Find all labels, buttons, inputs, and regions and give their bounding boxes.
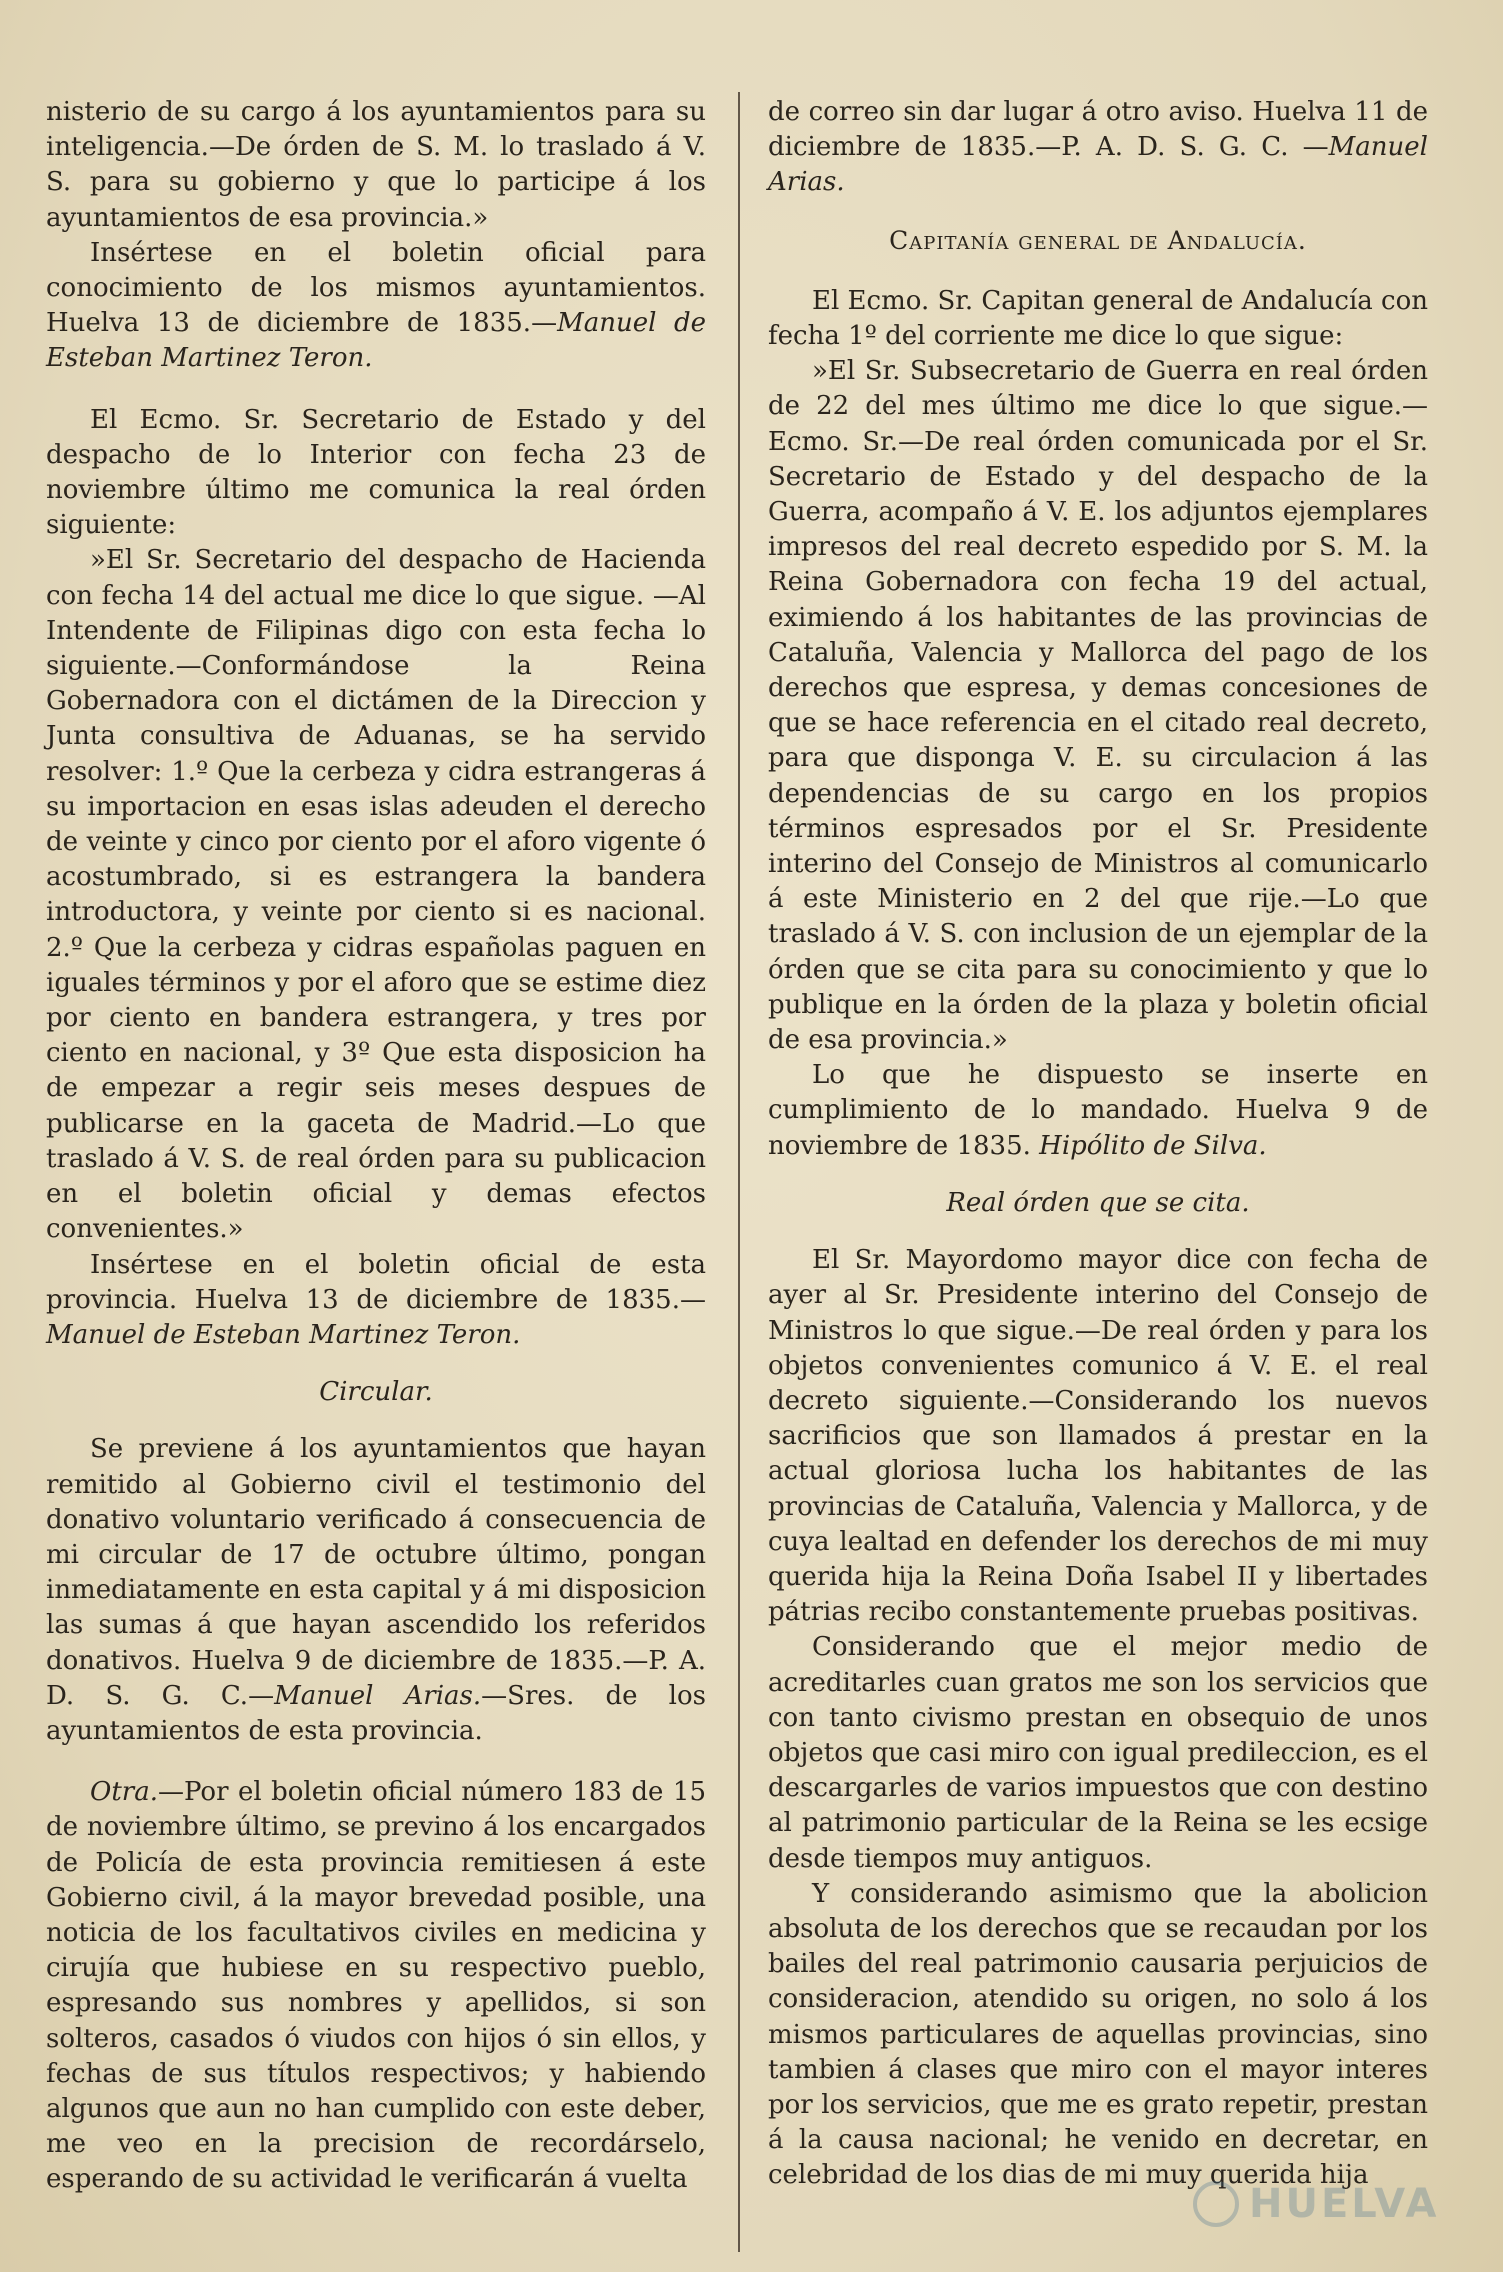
left-signature-3: Manuel Arias.: [274, 1680, 482, 1711]
heading-real-orden: Real órden que se cita.: [946, 1187, 1250, 1218]
left-paragraph-7-lead: Otra.: [90, 1777, 158, 1808]
right-paragraph-4: [768, 1058, 1428, 1164]
left-paragraph-6: [46, 1432, 706, 1749]
heading-capitania: Capitanía general de Andalucía.: [889, 225, 1307, 255]
left-paragraph-4: »El Sr. Secretario del despacho de Hacienda con fecha 14 del actual me dice lo que sigue. —Al Intendente de Filipinas digo con esta fecha lo siguiente.—Conformándose la Reina Gobernadora con el dictámen de la Direccion y Junta consultiva de Aduanas, se ha servido resolver: 1.º Que la cerbeza y cidra estrangeras á su importacion en esas islas adeuden el derecho de veinte y cinco por ciento por el aforo vigente ó acostumbrado, si es estrangera la bandera introductora, y veinte por ciento si es nacional. 2.º Que la cerbeza y cidras españolas paguen en iguales términos y por el aforo que se estime diez por ciento en bandera estrangera, y tres por ciento en nacional, y 3º Que esta disposicion ha de empezar a regir seis meses despues de publicarse en la gaceta de Madrid.—Lo que traslado á V. S. de real órden para su publicacion en el boletin oficial y demas efectos convenientes.»: [46, 545, 706, 1245]
right-column: [768, 95, 1428, 2194]
left-paragraph-7-text: —Por el boletin oficial número 183 de 15 de noviembre último, se previno á los encargados de Policía de esta provincia remitiesen á este Gobierno civil, á la mayor brevedad posible, una noticia de los facultativos civiles en medicina y cirujía que hubiese en su respectivo pueblo, espresando sus nombres y apellidos, si son solteros, casados ó viudos con hijos ó sin ellos, y fechas de sus títulos respectivos; y habiendo algunos que aun no han cumplido con este deber, me veo en la precision de recordárselo, esperando de su actividad le verificarán á vuelta: [46, 1777, 706, 2195]
heading-circular: Circular.: [319, 1377, 433, 1408]
left-signature-1: Manuel de Esteban Martinez Teron.: [46, 308, 706, 374]
column-divider: [738, 92, 740, 2252]
right-paragraph-6: Considerando que el mejor medio de acreditarles cuan gratos me son los servicios que con tanto civismo prestan en obsequio de unos objetos que casi miro con igual predileccion, es el descargarles de varios impuestos que con destino al patrimonio particular de la Reina se les ecsige desde tiempos muy antiguos.: [768, 1632, 1428, 1874]
left-paragraph-3: El Ecmo. Sr. Secretario de Estado y del despacho de lo Interior con fecha 23 de noviembre último me comunica la real órden siguiente:: [46, 404, 706, 541]
left-signature-2: Manuel de Esteban Martinez Teron.: [46, 1319, 521, 1350]
left-paragraph-2: [46, 236, 706, 377]
right-paragraph-4-text: Lo que he dispuesto se inserte en cumplimiento de lo mandado. Huelva 9 de noviembre de 1835.: [768, 1060, 1428, 1161]
left-paragraph-5-text: Insértese en el boletin oficial de esta provincia. Huelva 13 de diciembre de 1835.—: [46, 1249, 706, 1315]
right-signature-2: Hipólito de Silva.: [1039, 1130, 1267, 1161]
left-paragraph-2-text: Insértese en el boletin oficial para conocimiento de los mismos ayuntamientos. Huelva 13 de diciembre de 1835.—: [46, 237, 706, 339]
left-paragraph-7: [46, 1775, 706, 2197]
left-column: [46, 95, 706, 2198]
left-paragraph-6-tail: —Sres. de los ayuntamientos de esta provincia.: [46, 1680, 706, 1746]
left-paragraph-5: [46, 1248, 706, 1354]
left-paragraph-6-text: Se previene á los ayuntamientos que hayan remitido al Gobierno civil el testimonio del donativo voluntario verificado á consecuencia de mi circular de 17 de octubre último, pongan inmediatamente en esta capital y á mi disposicion las sumas á que hayan ascendido los referidos donativos. Huelva 9 de diciembre de 1835.—P. A. D. S. G. C.—: [46, 1434, 706, 1711]
left-paragraph-1: nisterio de su cargo á los ayuntamientos para su inteligencia.—De órden de S. M. lo traslado á V. S. para su gobierno y que lo participe á los ayuntamientos de esa provincia.»: [46, 97, 706, 233]
right-paragraph-2: El Ecmo. Sr. Capitan general de Andalucía con fecha 1º del corriente me dice lo que sigue:: [768, 285, 1429, 352]
right-paragraph-3: »El Sr. Subsecretario de Guerra en real órden de 22 del mes último me dice lo que sigue.— Ecmo. Sr.—De real órden comunicada por el Sr. Secretario de Estado y del despacho de la Guerra, acompaño á V. E. los adjuntos ejemplares impresos del real decreto espedido por S. M. la Reina Gobernadora con fecha 19 del actual, eximiendo á los habitantes de las provincias de Cataluña, Valencia y Mallorca del pago de los derechos que espresa, y demas concesiones de que se hace referencia en el citado real decreto, para que disponga V. E. su circulacion á las dependencias de su cargo en los propios términos espresados por el Sr. Presidente interino del Consejo de Ministros al comunicarlo á este Ministerio en 2 del que rije.—Lo que traslado á V. S. con inclusion de un ejemplar de la órden que se cita para su conocimiento y que lo publique en la órden de la plaza y boletin oficial de esa provincia.»: [768, 356, 1428, 1056]
right-paragraph-1-text: de correo sin dar lugar á otro aviso. Huelva 11 de diciembre de 1835.—P. A. D. S. G. C. —: [768, 97, 1428, 163]
right-paragraph-5: El Sr. Mayordomo mayor dice con fecha de ayer al Sr. Presidente interino del Consejo de Ministros lo que sigue.—De real órden y para los objetos convenientes comunico á V. E. el real decreto siguiente.—Considerando los nuevos sacrificios que son llamados á prestar en la actual gloriosa lucha los habitantes de las provincias de Cataluña, Valencia y Mallorca, y de cuya lealtad en defender los derechos de mi muy querida hija la Reina Doña Isabel II y libertades pátrias recibo constantemente pruebas positivas.: [768, 1245, 1428, 1628]
archive-watermark: [1193, 2174, 1443, 2234]
watermark-logo-icon: [1193, 2181, 1239, 2227]
watermark-text: HUELVA: [1249, 2181, 1440, 2227]
right-signature-1: Manuel Arias.: [768, 132, 1428, 198]
right-paragraph-7: Y considerando asimismo que la abolicion absoluta de los derechos que se recaudan por los bailes del real patrimonio causaria perjuicios de consideracion, atendido su origen, no solo á los mismos particulares de aquellas provincias, sino tambien á clases que miro con el mayor interes por los servicios, que me es grato repetir, prestan á la causa nacional; he venido en decretar, en celebridad de los dias de mi muy querida hija: [768, 1878, 1428, 2191]
right-paragraph-1: [768, 95, 1428, 201]
